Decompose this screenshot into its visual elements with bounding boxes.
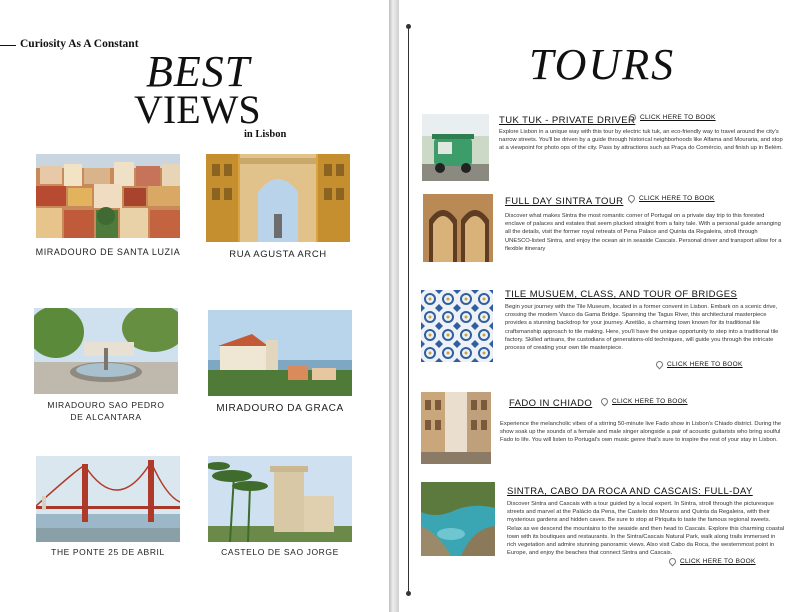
tagline: Curiosity As A Constant (20, 38, 139, 50)
book-link-tile-museum[interactable] (656, 361, 743, 368)
book-link-tuk-tuk[interactable] (629, 114, 716, 121)
photo-castelo-sao-jorge (208, 456, 352, 542)
book-link-label: CLICK HERE TO BOOK (639, 195, 715, 202)
caption-castelo-sao-jorge: CASTELO DE SAO JORGE (221, 547, 339, 557)
photo-ponte-25-abril (36, 456, 180, 542)
tour-title-sintra: FULL DAY SINTRA TOUR (505, 196, 624, 207)
caption-santa-luzia: MIRADOURO DE SANTA LUZIA (35, 247, 181, 257)
photo-rua-augusta-arch (206, 154, 350, 242)
book-link-sintra-cabo-cascais[interactable] (669, 558, 756, 565)
photo-sintra-cabo-cascais (421, 482, 495, 556)
photo-tuk-tuk (422, 114, 489, 181)
tour-description-fado: Experience the melancholic vibes of a stirring 50-minute live Fado show in Lisbon's Chiado district. During the show soak up the sounds of a female and male singer alongside a pair of acoustic guitarists who bring soulful Fado to life. You will listen to Portugal's own music genre that's sure to inspire the rest of your stay in Lisbon. (500, 421, 782, 444)
tour-description-tuk-tuk: Explore Lisbon in a unique way with this tour by electric tuk tuk, an eco-friendly way to travel around the city's narrow streets. You'll be driven by a guide through historical neighborhoods like Alfama and Mouraria, and stop at a viewpoint for photo ops of the city. Pass by attractions such as Praça do Comércio, and finish up in Belém. (499, 129, 783, 152)
book-link-fado[interactable] (601, 398, 688, 405)
photo-sao-pedro-alcantara (34, 308, 178, 394)
tour-description-sintra-cabo-cascais: Discover Sintra and Cascais with a tour guided by a local expert. In Sintra, stroll through the picturesque streets and marvel at the Palácio da Pena, the Castelo dos Mouros and Quinta da Regaleira, with their mysterious gardens and hidden caves. Be sure to stop at Piriquita to taste the famous regional sweets. Relax as we descend the mountains to the seaside and then head to Cascais. Explore this charming coastal town with its boutiques and restaurants. In the Sintra/Cascais Natural Park, walk along trails immersed in rich vegetation and admire stunning panoramic views. Also visit Cabo da Roca, the westernmost point in Europe, and enjoy the beaches that connect Sintra and Cascais. (507, 501, 785, 557)
book-link-label: CLICK HERE TO BOOK (612, 398, 688, 405)
caption-ponte-25-abril: THE PONTE 25 DE ABRIL (51, 547, 165, 557)
tour-description-sintra: Discover what makes Sintra the most romantic corner of Portugal on a private day trip to this forested enclave of palaces and estates that seem plucked straight from a fairy tale. With a personal guide arranging all the details, visit the former royal retreats of Pena Palace and Quinta da Regaleira, stroll through UNESCO-listed Sintra, and enjoy the ocean air in seaside Cascais. Personal driver and transport allow for a flexible itinerary (505, 213, 782, 252)
location-pin-icon (668, 557, 678, 567)
heading-tours: TOURS (529, 40, 676, 89)
heading-best: BEST (146, 47, 251, 96)
book-gutter (389, 0, 399, 612)
photo-santa-luzia (36, 154, 180, 238)
book-link-label: CLICK HERE TO BOOK (680, 558, 756, 565)
book-link-label: CLICK HERE TO BOOK (667, 361, 743, 368)
caption-rua-augusta-arch: RUA AGUSTA ARCH (229, 249, 327, 260)
caption-sao-pedro-line1: MIRADOURO SAO PEDRO (47, 400, 165, 410)
subheading-in-lisbon: in Lisbon (244, 129, 287, 140)
photo-graca (208, 310, 352, 396)
book-link-sintra[interactable] (628, 195, 715, 202)
caption-sao-pedro-alcantara (28, 399, 184, 424)
location-pin-icon (600, 397, 610, 407)
caption-sao-pedro-line2: DE ALCANTARA (70, 412, 142, 423)
tour-title-sintra-cabo-cascais: SINTRA, CABO DA ROCA AND CASCAIS: FULL-DAY (507, 486, 753, 497)
location-pin-icon (655, 360, 665, 370)
photo-tile-museum (421, 290, 493, 362)
left-page (0, 0, 389, 612)
tour-title-tuk-tuk: TUK TUK - PRIVATE DRIVER (499, 115, 636, 126)
tour-description-tile-museum: Begin your journey with the Tile Museum, located in a former convent in Lisbon. Embark on a scenic drive, crossing the modern Vasco da Gama Bridge. Spanning the Tagus River, this architectural masterpiece provides a stunning backdrop for your journey. Azeitão, a charming town known for its traditional tile craftsmanship approach to tile making. Here, you'll have the unique opportunity to step into a traditional tile factory. Skilled artisans, the custodians of generations-old techniques, will guide you through the intricate process of creating your own tile masterpiece. (505, 304, 779, 352)
location-pin-icon (628, 113, 638, 123)
tour-title-tile-museum: TILE MUSUEM, CLASS, AND TOUR OF BRIDGES (505, 289, 738, 300)
heading-views: VIEWS (134, 87, 261, 132)
photo-fado-chiado (421, 392, 491, 464)
photo-sintra-tour (423, 194, 493, 262)
right-page (399, 0, 794, 612)
location-pin-icon (627, 194, 637, 204)
tagline-rule (0, 45, 16, 46)
caption-graca: MIRADOURO DA GRACA (216, 403, 344, 414)
tour-title-fado: FADO IN CHIADO (509, 398, 593, 409)
timeline-dot-top (406, 24, 411, 29)
book-link-label: CLICK HERE TO BOOK (640, 114, 716, 121)
timeline-dot-bottom (406, 591, 411, 596)
timeline-rule (408, 26, 409, 594)
